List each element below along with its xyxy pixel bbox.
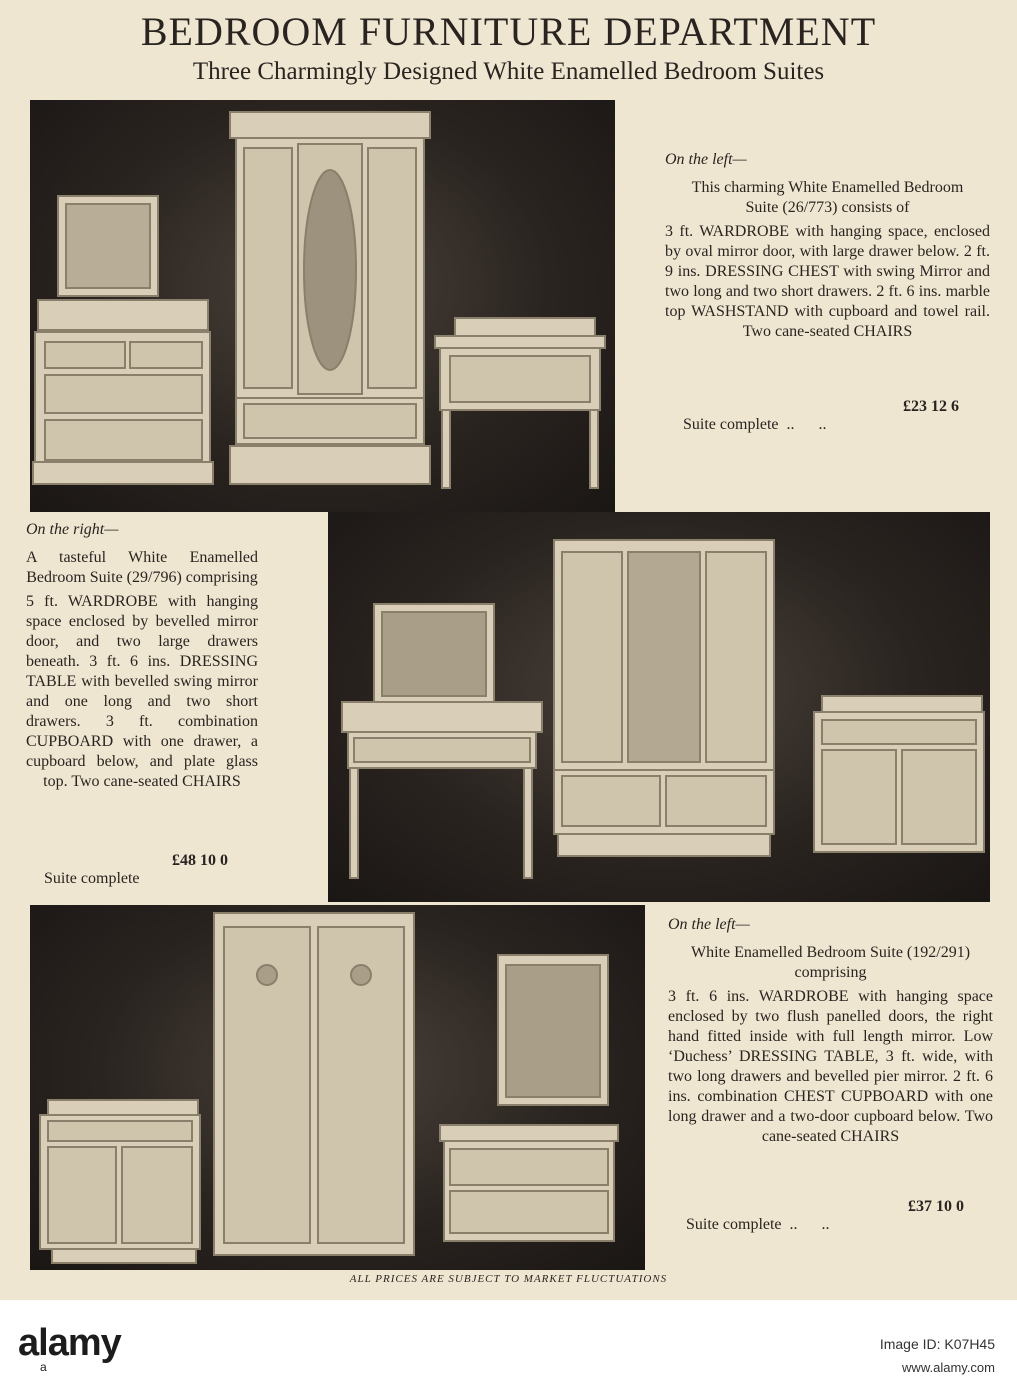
suite-2-price: £48 10 0 (172, 852, 228, 869)
dressing-chest-illustration (33, 196, 213, 484)
photo-suite-1 (30, 100, 615, 512)
suite-2-lead: On the right— (26, 521, 119, 538)
photo-suite-2 (328, 512, 990, 902)
suite-1-price-value (903, 398, 959, 416)
suite-3-price-row (670, 1198, 830, 1252)
suite-1-price: £23 12 6 (903, 398, 959, 415)
suite-3-body: 3 ft. 6 ins. WARDROBE with hanging space enclosed by two flush panelled doors, the right hand fitted inside with full length mirror. Low ‘Duchess’ DRESSING TABLE, 3 ft. wide, with two long drawers and bevelled pier mirror. 2 ft. 6 ins. combination CHEST CUPBOARD with one long drawer and a two-door cupboard below. Two cane-seated CHAIRS (668, 988, 993, 1145)
suite-2-price-row (28, 852, 140, 906)
suite-1-price-label: Suite complete .. .. (683, 416, 827, 433)
suite-3-lead: On the left— (668, 916, 750, 933)
chest-cupboard-illustration (40, 1100, 200, 1263)
alamy-logo: alamy (18, 1322, 121, 1364)
suite-2-price-label: Suite complete (44, 870, 140, 887)
wardrobe-illustration (230, 112, 430, 484)
suite-1-body: 3 ft. WARDROBE with hanging space, enclosed by oval mirror door, with large drawer below. 2 ft. 9 ins. DRESSING CHEST with swing Mirror and two long and two short drawers. 2 ft. 6 ins. marble top WASHSTAND with cupboard and towel rail. Two cane-seated CHAIRS (665, 223, 990, 340)
alamy-url: www.alamy.com (902, 1360, 995, 1375)
suite-1-intro: This charming White Enamelled Bedroom Suite (26/773) consists of (691, 179, 964, 216)
suite-3-description (668, 915, 993, 1147)
flush-wardrobe-illustration (214, 913, 414, 1255)
price-disclaimer: ALL PRICES ARE SUBJECT TO MARKET FLUCTUATIONS (349, 1273, 668, 1285)
suite-3-price-label: Suite complete .. .. (686, 1216, 830, 1233)
stock-footer (0, 1300, 1017, 1390)
suite-1-price-row (667, 398, 827, 452)
combination-cupboard-illustration (814, 696, 984, 852)
suite-3-price: £37 10 0 (908, 1198, 964, 1215)
logo-mark: a (40, 1360, 47, 1374)
suite-2-price-value (172, 852, 228, 870)
suite-2-intro: A tasteful White Enamelled Bedroom Suite (29/796) comprising (26, 549, 258, 586)
suite-1-lead: On the left— (665, 151, 747, 168)
photo-suite-3 (30, 905, 645, 1270)
suite-3-price-value (908, 1198, 964, 1216)
page-subtitle: Three Charmingly Designed White Enamelled Bedroom Suites (192, 58, 825, 85)
suite-2-body: 5 ft. WARDROBE with hanging space enclosed by bevelled mirror door, and two large drawers beneath. 3 ft. 6 ins. DRESSING TABLE with bevelled swing mirror and one long and two short drawers. 3 ft. combination CUPBOARD with one drawer, a cupboard below, and plate glass top. Two cane-seated CHAIRS (26, 593, 258, 790)
page-title: BEDROOM FURNITURE DEPARTMENT (140, 9, 877, 54)
washstand-illustration (435, 318, 605, 488)
image-id: Image ID: K07H45 (879, 1336, 995, 1352)
duchess-dressing-table-illustration (440, 955, 618, 1241)
suite-2-description (26, 520, 258, 792)
large-wardrobe-illustration (554, 540, 774, 856)
dressing-table-illustration (342, 604, 542, 878)
suite-1-description (665, 150, 990, 342)
suite-3-intro: White Enamelled Bedroom Suite (192/291) comprising (690, 944, 971, 981)
